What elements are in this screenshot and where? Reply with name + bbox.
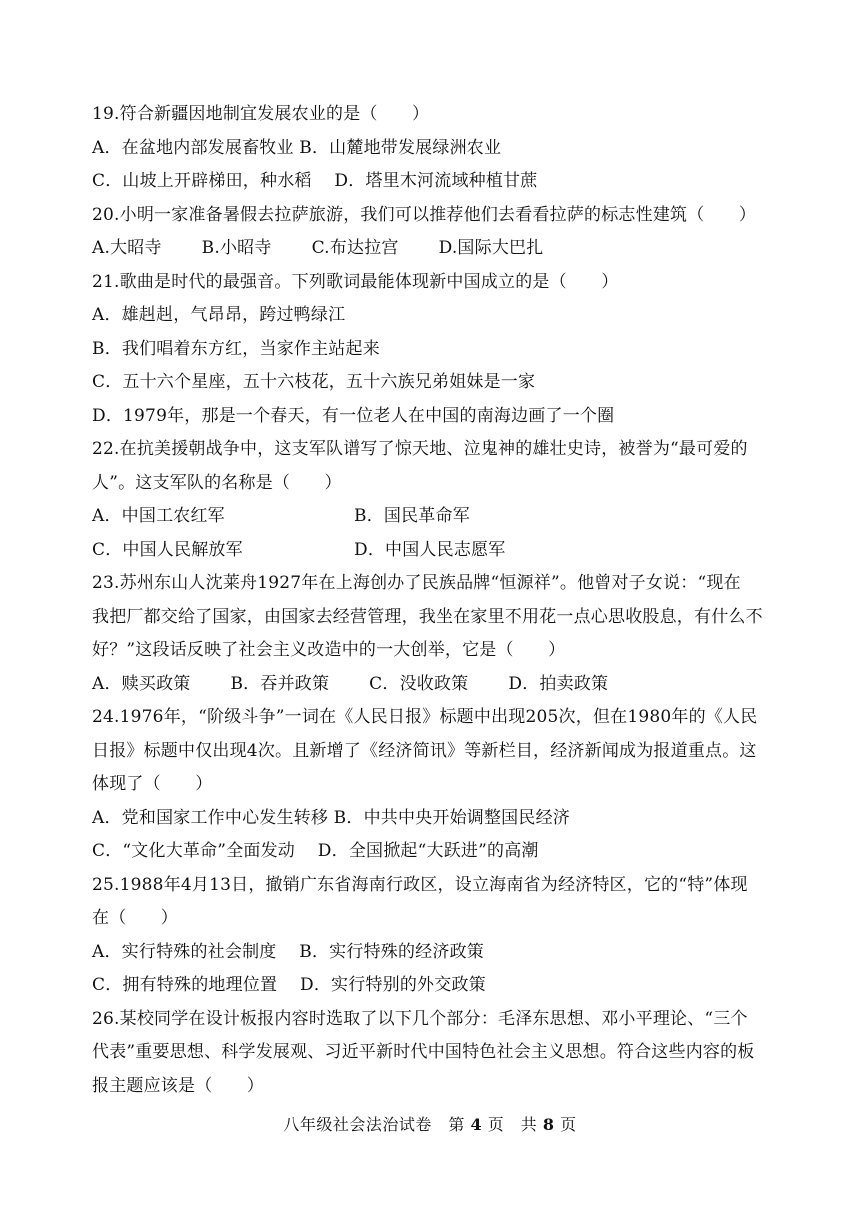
option-c: C．五十六个星座，五十六枝花，五十六族兄弟姐妹是一家 <box>92 372 536 392</box>
options-cd: C．拥有特殊的地理位置 D．实行特别的外交政策 <box>92 975 486 995</box>
question-stem-line: 体现了（ ） <box>92 774 213 794</box>
option-a: A．中国工农红军 <box>92 506 225 526</box>
question-23 <box>92 567 792 701</box>
question-stem-line: 22.在抗美援朝战争中，这支军队谱写了惊天地、泣鬼神的雄壮史诗，被誉为“最可爱的 <box>92 439 748 459</box>
option-c: C．中国人民解放军 <box>92 539 243 560</box>
footer-text: 页 共 <box>482 1115 543 1134</box>
current-page-number: 4 <box>470 1115 483 1134</box>
question-stem-line: 代表”重要思想、科学发展观、习近平新时代中国特色社会主义思想。符合这些内容的板 <box>92 1042 755 1062</box>
options-row <box>92 500 792 534</box>
question-stem-line: 25.1988年4月13日，撤销广东省海南行政区，设立海南省为经济特区，它的“特”体现 <box>92 874 748 895</box>
page-footer <box>0 1112 860 1135</box>
footer-text: 页 <box>554 1115 577 1134</box>
options-cd: C．“文化大革命”全面发动 D．全国掀起“大跃进”的高潮 <box>92 841 539 861</box>
footer-text: 八年级社会法治试卷 第 <box>283 1115 471 1134</box>
question-22 <box>92 433 792 567</box>
question-24 <box>92 701 792 869</box>
option-d: D．1979年，那是一个春天，有一位老人在中国的南海边画了一个圈 <box>92 405 615 426</box>
question-26 <box>92 1003 792 1104</box>
option-d: D．中国人民志愿军 <box>354 539 506 560</box>
question-stem-line: 人”。这支军队的名称是（ ） <box>92 472 342 493</box>
options-abcd: A.大昭寺 B.小昭寺 C.布达拉宫 D.国际大巴扎 <box>92 238 544 258</box>
question-stem-line: 好？”这段话反映了社会主义改造中的一大创举，它是（ ） <box>92 640 566 660</box>
options-abcd: A．赎买政策 B．吞并政策 C．没收政策 D．拍卖政策 <box>92 673 609 694</box>
question-stem-line: 24.1976年，“阶级斗争”一词在《人民日报》标题中出现205次，但在1980年的《人民 <box>92 707 758 727</box>
options-ab: A．在盆地内部发展畜牧业 B．山麓地带发展绿洲农业 <box>92 137 502 158</box>
question-stem-line: 23.苏州东山人沈莱舟1927年在上海创办了民族品牌“恒源祥”。他曾对子女说：“现在 <box>92 573 741 593</box>
option-b: B．国民革命军 <box>354 506 470 526</box>
question-20 <box>92 199 792 266</box>
total-page-count: 8 <box>542 1115 555 1134</box>
question-19 <box>92 98 792 199</box>
options-ab: A．党和国家工作中心发生转移 B．中共中央开始调整国民经济 <box>92 807 570 828</box>
question-stem-line: 26.某校同学在设计板报内容时选取了以下几个部分：毛泽东思想、邓小平理论、“三个 <box>92 1008 748 1029</box>
question-stem: 19.符合新疆因地制宜发展农业的是（ ） <box>92 104 430 124</box>
option-a: A．雄赳赳，气昂昂，跨过鸭绿江 <box>92 305 346 325</box>
question-stem-line: 报主题应该是（ ） <box>92 1075 264 1096</box>
options-ab: A．实行特殊的社会制度 B．实行特殊的经济政策 <box>92 941 484 962</box>
question-25 <box>92 869 792 1003</box>
option-b: B．我们唱着东方红，当家作主站起来 <box>92 338 380 359</box>
options-row <box>92 534 792 568</box>
question-stem-line: 我把厂都交给了国家，由国家去经营管理，我坐在家里不用花一点心思收股息，有什么不 <box>92 606 763 627</box>
options-cd: C．山坡上开辟梯田，种水稻 D．塔里木河流域种植甘蔗 <box>92 171 538 191</box>
question-stem-line: 在（ ） <box>92 908 178 928</box>
question-stem: 20.小明一家准备暑假去拉萨旅游，我们可以推荐他们去看看拉萨的标志性建筑（ ） <box>92 204 757 225</box>
question-stem: 21.歌曲是时代的最强音。下列歌词最能体现新中国成立的是（ ） <box>92 271 619 292</box>
question-list <box>92 98 792 1103</box>
question-stem-line: 日报》标题中仅出现4次。且新增了《经济简讯》等新栏目，经济新闻成为报道重点。这 <box>92 740 757 761</box>
question-21 <box>92 266 792 434</box>
